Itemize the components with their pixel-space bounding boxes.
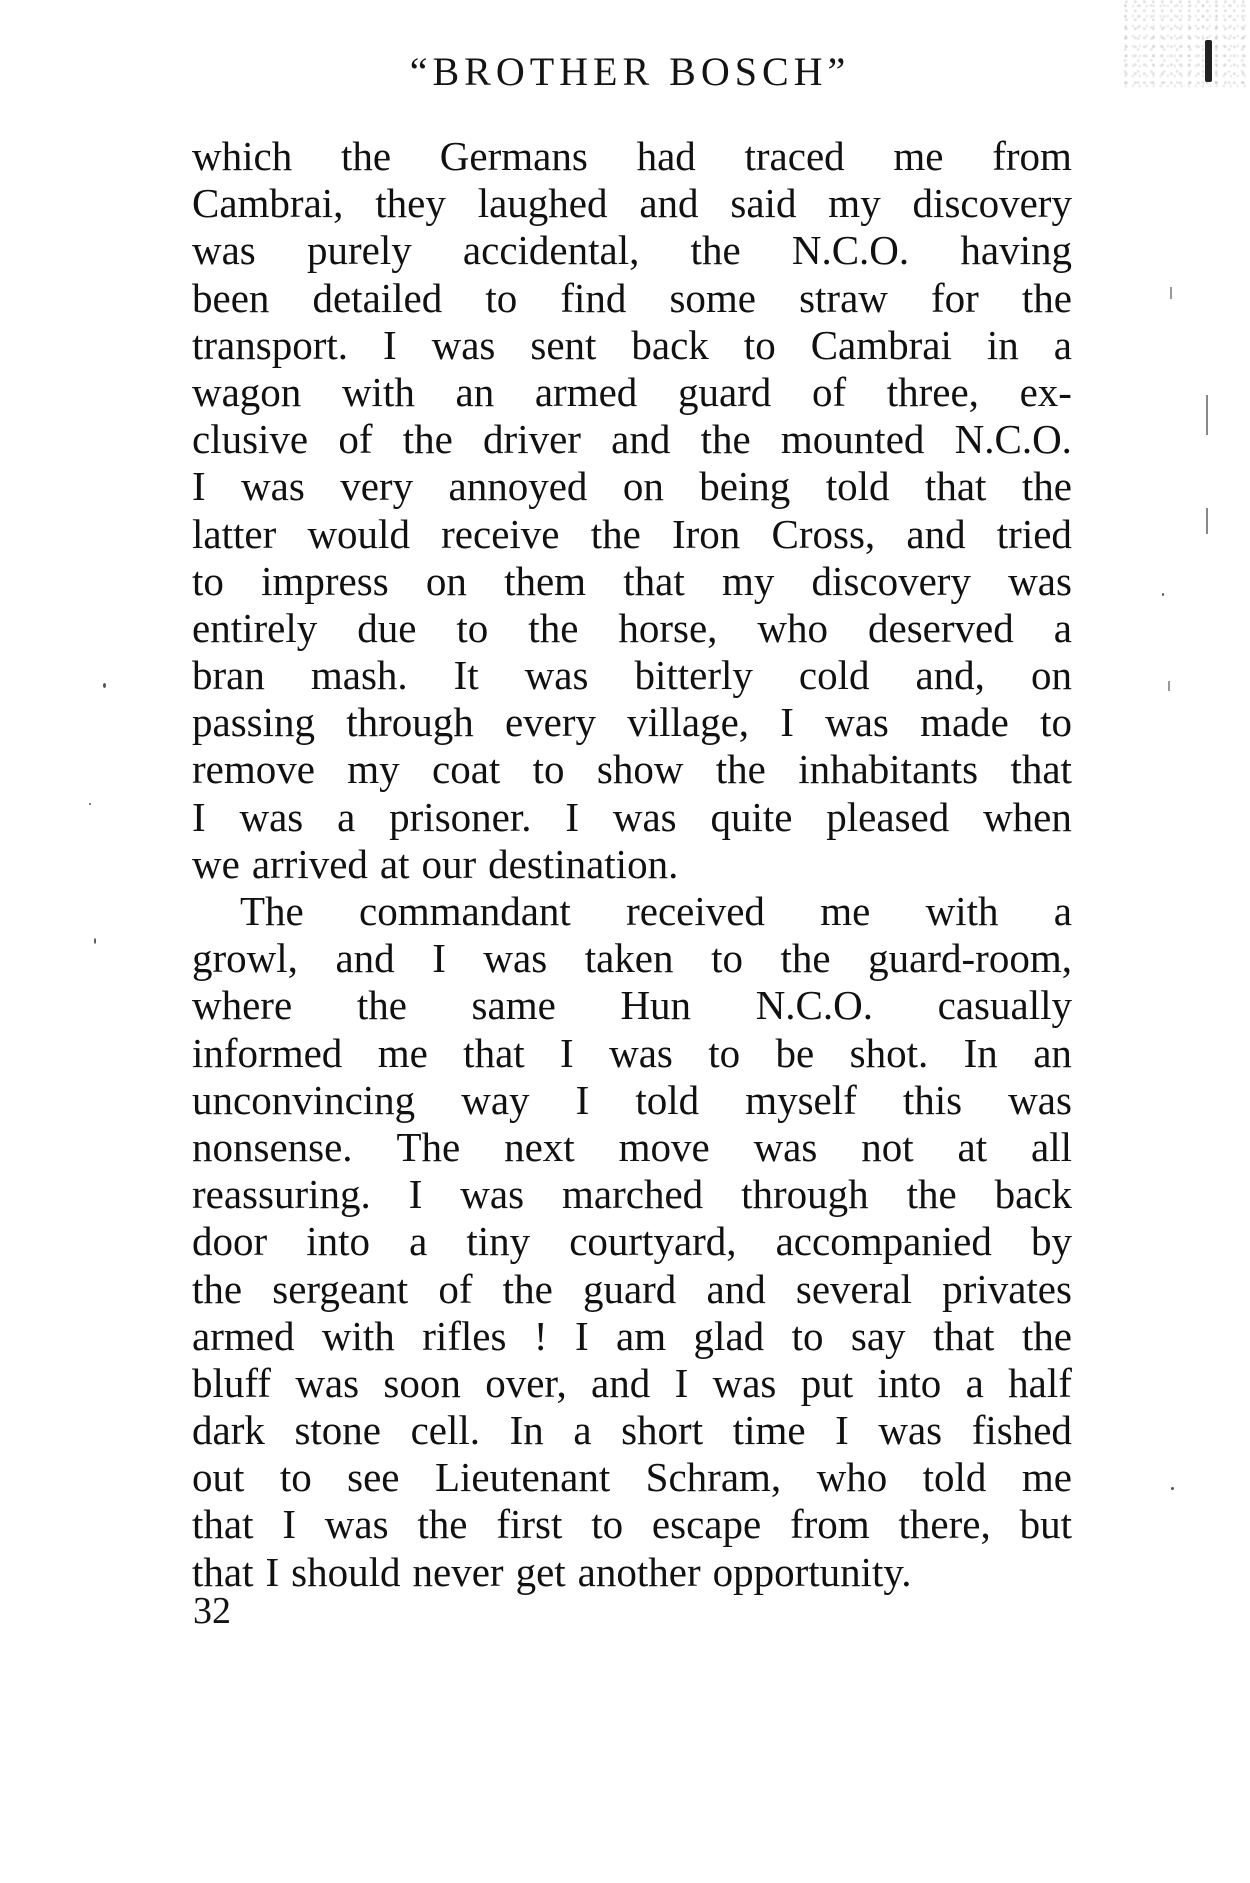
text-line: growl, and I was taken to the guard-room, — [192, 935, 1072, 982]
scan-speck — [103, 683, 106, 688]
text-line: we arrived at our destination. — [192, 840, 679, 887]
body-text — [192, 133, 1072, 1596]
text-line: where the same Hun N.C.O. casually — [192, 982, 1072, 1029]
text-line: nonsense. The next move was not at all — [192, 1123, 1072, 1170]
text-line: that I was the first to escape from there, but — [192, 1501, 1072, 1548]
text-line: to impress on them that my discovery was — [192, 557, 1072, 604]
text-line: been detailed to find some straw for the — [192, 274, 1072, 321]
text-line: bran mash. It was bitterly cold and, on — [192, 652, 1072, 699]
scan-speck — [1162, 593, 1164, 596]
binding-mark — [1205, 40, 1212, 82]
text-line: that I should never get another opportunity. — [192, 1548, 912, 1595]
text-line: reassuring. I was marched through the back — [192, 1171, 1072, 1218]
scan-speck — [1171, 1487, 1174, 1490]
text-line: transport. I was sent back to Cambrai in a — [192, 321, 1072, 368]
scan-speck — [89, 803, 91, 805]
text-line: I was very annoyed on being told that the — [192, 463, 1072, 510]
text-line: passing through every village, I was made to — [192, 699, 1072, 746]
text-line: unconvincing way I told myself this was — [192, 1076, 1072, 1123]
text-line: Cambrai, they laughed and said my discovery — [192, 180, 1072, 227]
scan-mark — [1206, 508, 1208, 534]
page-number: 32 — [193, 1590, 231, 1632]
scan-mark — [1170, 287, 1172, 299]
text-line: latter would receive the Iron Cross, and tried — [192, 510, 1072, 557]
text-line: which the Germans had traced me from — [192, 133, 1072, 179]
text-line: the sergeant of the guard and several privates — [192, 1265, 1072, 1312]
text-line: The commandant received me with a — [240, 888, 1072, 934]
scan-noise — [1120, 0, 1250, 90]
scan-speck — [94, 938, 96, 944]
running-head: “BROTHER BOSCH” — [409, 49, 851, 94]
scan-mark — [1206, 395, 1208, 435]
text-line: armed with rifles ! I am glad to say that the — [192, 1312, 1072, 1359]
text-line: informed me that I was to be shot. In an — [192, 1029, 1072, 1076]
text-line: wagon with an armed guard of three, ex- — [192, 368, 1072, 415]
text-line: dark stone cell. In a short time I was fished — [192, 1407, 1072, 1454]
text-line: was purely accidental, the N.C.O. having — [192, 227, 1072, 274]
text-line: clusive of the driver and the mounted N.C.O. — [192, 416, 1072, 463]
text-line: remove my coat to show the inhabitants that — [192, 746, 1072, 793]
text-line: bluff was soon over, and I was put into a half — [192, 1359, 1072, 1406]
text-line: entirely due to the horse, who deserved a — [192, 604, 1072, 651]
text-line: door into a tiny courtyard, accompanied by — [192, 1218, 1072, 1265]
text-line: I was a prisoner. I was quite pleased when — [192, 793, 1072, 840]
scan-mark — [1168, 681, 1170, 691]
text-line: out to see Lieutenant Schram, who told me — [192, 1454, 1072, 1501]
